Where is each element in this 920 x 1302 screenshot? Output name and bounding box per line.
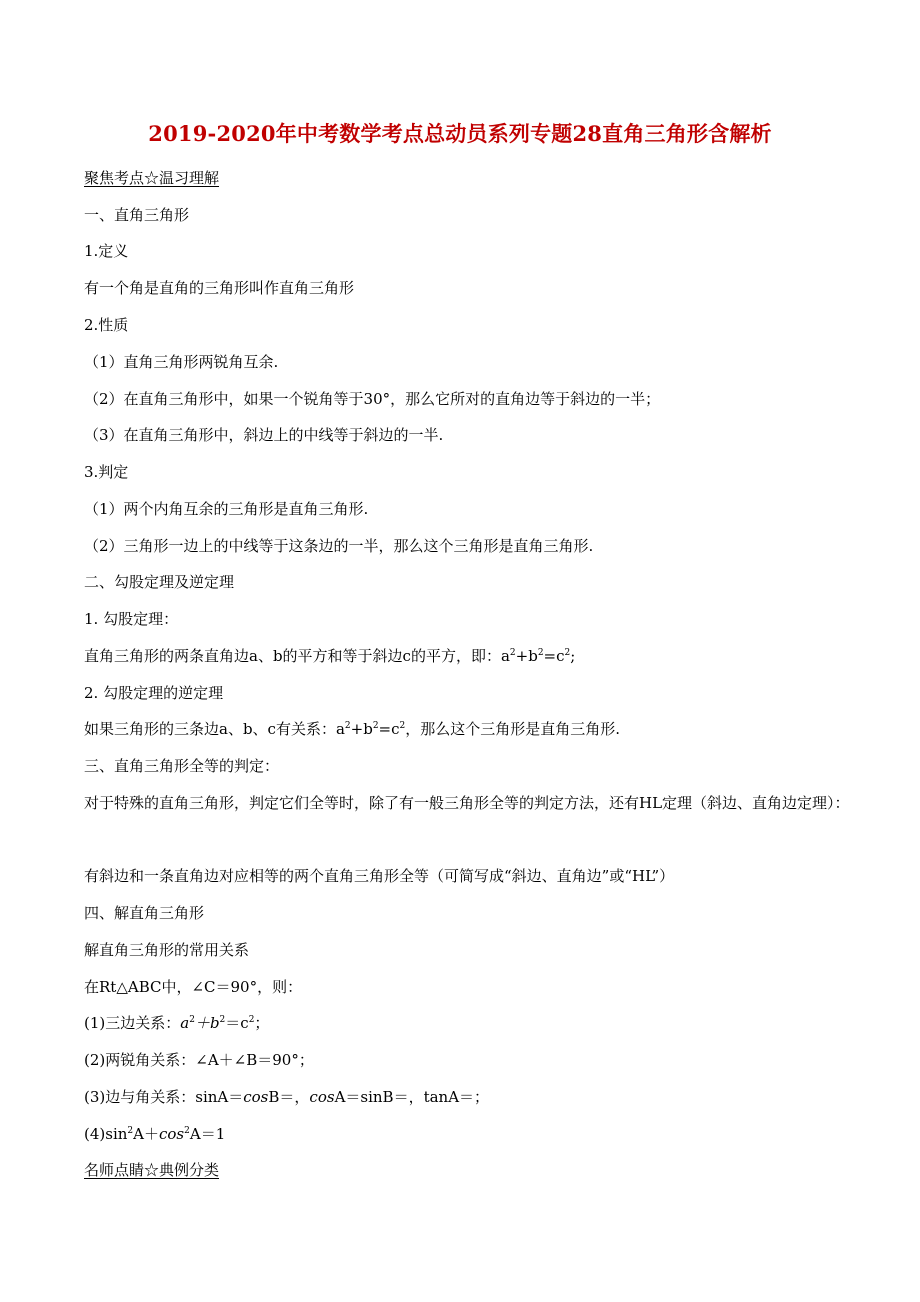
property-2: （2）在直角三角形中，如果一个锐角等于30°，那么它所对的直角边等于斜边的一半； <box>84 390 661 408</box>
relations-intro: 在Rt△ABC中，∠C＝90°，则： <box>84 978 303 996</box>
judgement-heading: 3.判定 <box>84 463 129 481</box>
property-heading: 2.性质 <box>84 316 129 334</box>
property-1: （1）直角三角形两锐角互余. <box>84 353 279 371</box>
document-title: 2019-2020年中考数学考点总动员系列专题28直角三角形含解析 <box>148 121 772 146</box>
judgement-2: （2）三角形一边上的中线等于这条边的一半，那么这个三角形是直角三角形. <box>84 537 594 555</box>
heading-pythagorean: 二、勾股定理及逆定理 <box>84 573 235 591</box>
converse-text: 如果三角形的三条边a、b、c有关系：$a^2+b^2=c^2$，那么这个三角形是直角三角形. <box>84 720 621 738</box>
pythagorean-heading: 1. 勾股定理： <box>84 610 179 628</box>
relation-1: (1)三边关系：$a^2+b^2=c^2$； <box>84 1014 270 1032</box>
relation-2: (2)两锐角关系：∠A＋∠B＝90°； <box>84 1051 314 1069</box>
section-heading-review: 聚焦考点☆温习理解 <box>84 169 220 187</box>
pythagorean-formula: $a^2+b^2=c^2$; <box>500 647 576 665</box>
property-3: （3）在直角三角形中，斜边上的中线等于斜边的一半. <box>84 426 444 444</box>
definition-heading: 1.定义 <box>84 242 129 260</box>
heading-congruence: 三、直角三角形全等的判定： <box>84 757 280 775</box>
judgement-1: （1）两个内角互余的三角形是直角三角形. <box>84 500 369 518</box>
heading-right-triangle: 一、直角三角形 <box>84 206 190 224</box>
hl-theorem-text-2: 有斜边和一条直角边对应相等的两个直角三角形全等（可简写成“斜边、直角边”或“HL”） <box>84 867 675 885</box>
definition-text: 有一个角是直角的三角形叫作直角三角形 <box>84 279 355 297</box>
section-heading-examples: 名师点睛☆典例分类 <box>84 1161 220 1179</box>
converse-formula: $a^2+b^2=c^2$ <box>335 720 406 738</box>
relation-4: $(4)\sin^2A+\cos^2A=1$ <box>84 1125 226 1143</box>
converse-heading: 2. 勾股定理的逆定理 <box>84 684 224 702</box>
heading-solving: 四、解直角三角形 <box>84 904 205 922</box>
pythagorean-text: 直角三角形的两条直角边a、b的平方和等于斜边c的平方，即：$a^2+b^2=c^2$; <box>84 647 576 665</box>
relation-3: (3)边与角关系：sinA＝cosB＝，cosA＝sinB＝，tanA＝； <box>84 1088 490 1106</box>
relations-heading: 解直角三角形的常用关系 <box>84 941 250 959</box>
hl-theorem-text: 对于特殊的直角三角形，判定它们全等时，除了有一般三角形全等的判定方法，还有HL定理（斜边、直角边定理）： <box>84 794 850 812</box>
